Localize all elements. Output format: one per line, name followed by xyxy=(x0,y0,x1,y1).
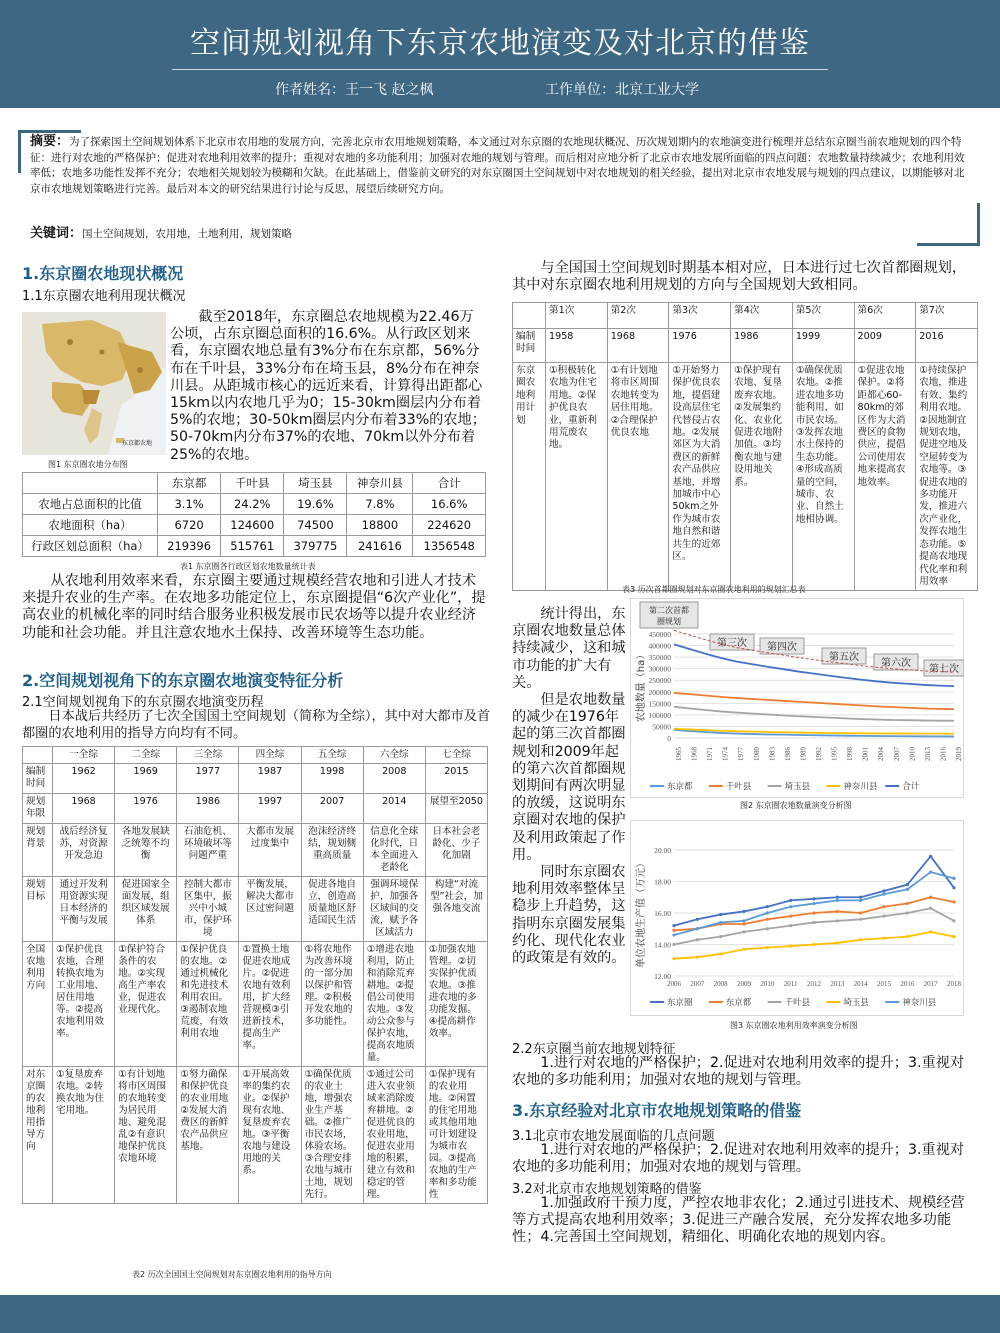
table-row xyxy=(23,536,486,557)
y-tick-label: 450000 xyxy=(648,630,671,639)
table-cell: 强调环境保护，加强各区域间的交流，赋予各区域活力 xyxy=(363,877,425,942)
chart-farmland-efficiency xyxy=(630,820,964,1016)
table-cell: ①保护现有的农业用地。②闲置的住宅用地或其他用地可计划建设为城市农园。③提高农地的生产率和多功能性 xyxy=(425,1067,487,1204)
y-tick-label: 16.00 xyxy=(654,909,671,918)
table-cell: 7.8% xyxy=(347,494,413,515)
x-tick-label: 1977 xyxy=(737,747,746,761)
table-cell: 1999 xyxy=(792,329,854,363)
keywords-label: 关键词： xyxy=(30,226,83,241)
table-cell: 信息化全球化时代，日本全面进入老龄化 xyxy=(363,824,425,877)
table-row xyxy=(513,303,978,329)
data-point xyxy=(789,905,792,908)
y-tick-label: 200000 xyxy=(648,687,671,697)
data-point xyxy=(812,902,815,905)
table-row xyxy=(23,942,488,1067)
table-header: 第2次 xyxy=(607,303,669,329)
data-point xyxy=(696,927,699,930)
table-row xyxy=(23,1067,488,1204)
x-tick-label: 1980 xyxy=(752,747,761,761)
table-cell: ①加强农地管理。②切实保护优质农地。③推进农地的多功能发掘。④提高耕作效率。 xyxy=(425,942,487,1067)
table-cell: 大都市发展过度集中 xyxy=(239,824,301,877)
table-header: 七全综 xyxy=(425,747,487,764)
table-header: 第1次 xyxy=(546,303,608,329)
map-legend: 东京都农地 xyxy=(122,440,153,447)
table-header: 千叶县 xyxy=(221,473,284,494)
subsection-3-1: 3.1北京市农地发展面临的几点问题 xyxy=(512,1129,715,1144)
table-header: 埼玉县 xyxy=(284,473,347,494)
data-point xyxy=(742,922,745,925)
table-cell: ①开展高效率的集约农业。②保护现有农地、复垦废弃农地。③平衡农地与建设用地的关系。 xyxy=(239,1067,301,1204)
subsection-2-2: 2.2东京圈当前农地规划特征 xyxy=(512,1042,676,1057)
x-tick-label: 2013 xyxy=(923,747,932,761)
x-tick-label: 1965 xyxy=(675,747,683,761)
table-row-label: 规划年限 xyxy=(23,794,53,824)
table-2 xyxy=(22,746,488,1204)
table-cell: 1977 xyxy=(177,764,239,794)
x-tick-label: 2016 xyxy=(939,747,948,761)
table-header: 合计 xyxy=(413,473,486,494)
right-paragraph-2a: 统计得出，东京圈农地数量总体持续减少，这和城市功能的扩大有关。 xyxy=(512,606,626,691)
table-1 xyxy=(22,472,486,557)
table-cell: 农地面积（ha） xyxy=(23,515,158,536)
figure-1-caption: 图1 东京圈农地分布图 xyxy=(48,460,128,469)
table-cell: ①有计划地将市区周围农地转变为居住用地。②合理保护优良农地 xyxy=(607,363,669,591)
table-cell: 1968 xyxy=(53,794,115,824)
data-point xyxy=(952,935,955,938)
table-cell: 219396 xyxy=(158,536,221,557)
x-tick-label: 2013 xyxy=(830,980,845,988)
data-point xyxy=(906,935,909,938)
frame-corner-right xyxy=(917,203,980,246)
table-cell: 泡沫经济终结，规划侧重高质量 xyxy=(301,824,363,877)
x-tick-label: 2010 xyxy=(908,747,917,761)
table-cell: 促进国家全面发展，组织区域发展体系 xyxy=(115,877,177,942)
data-point xyxy=(719,913,722,916)
legend-label: 神奈川县 xyxy=(902,998,937,1008)
x-tick-label: 2007 xyxy=(690,980,705,988)
table-row xyxy=(23,747,488,764)
x-tick-label: 2017 xyxy=(923,980,938,988)
chart-2-svg xyxy=(630,820,964,1016)
table-row xyxy=(23,473,486,494)
data-point xyxy=(952,900,955,903)
data-point xyxy=(836,910,839,913)
table-cell: 6720 xyxy=(158,515,221,536)
abstract xyxy=(30,134,970,197)
table-cell: 石油危机、环境破坏等问题严重 xyxy=(177,824,239,877)
data-point xyxy=(719,935,722,938)
data-point xyxy=(859,899,862,902)
x-tick-label: 2012 xyxy=(807,980,821,988)
data-point xyxy=(906,902,909,905)
table-header: 六全综 xyxy=(363,747,425,764)
x-tick-label: 2011 xyxy=(783,980,798,988)
data-point xyxy=(812,897,815,900)
data-point xyxy=(906,911,909,914)
data-point xyxy=(719,921,722,924)
x-tick-label: 2015 xyxy=(877,980,891,988)
y-tick-label: 250000 xyxy=(648,676,671,686)
table-cell: 行政区划总面积（ha） xyxy=(23,536,158,557)
data-point xyxy=(742,930,745,933)
subsection-2-1: 2.1空间规划视角下的东京圈农地演变历程 xyxy=(22,695,264,710)
table-header: 五全综 xyxy=(301,747,363,764)
x-tick-label: 2001 xyxy=(861,747,870,761)
table-cell: 1969 xyxy=(115,764,177,794)
table-cell: ①通过公司进入农业领域来消除废弃耕地。②促进优良的农业用地，促进农业用地的积累，建立有效和稳定的管理。 xyxy=(363,1067,425,1204)
y-axis-label: 农地数量（ha） xyxy=(636,649,647,723)
right-paragraph-2c: 同时东京圈农地利用效率整体呈稳步上升趋势，这指明东京圈发展集约化、现代化农业的政策是有效的。 xyxy=(512,864,626,967)
table-cell: ①将农地作为改善环境的一部分加以保护和管理。②积极开发农地的多功能性。 xyxy=(301,942,363,1067)
data-point xyxy=(859,896,862,899)
data-point xyxy=(836,899,839,902)
x-tick-label: 2010 xyxy=(760,980,775,988)
table-cell: 16.6% xyxy=(413,494,486,515)
data-point xyxy=(766,905,769,908)
data-point xyxy=(836,941,839,944)
data-point xyxy=(812,921,815,924)
x-tick-label: 1998 xyxy=(846,747,855,761)
table-row xyxy=(513,329,978,363)
y-tick-label: 20.00 xyxy=(654,846,671,855)
right-paragraph-2b: 但是农地数量的减少在1976年起的第三次首都圈规划和2009年起的第六次首都圈规划期间有两次明显的放缓，这说明东京圈对农地的保护及利用政策起了作用。 xyxy=(512,692,626,863)
table-cell: 1958 xyxy=(546,329,608,363)
data-point xyxy=(859,918,862,921)
legend-label: 千叶县 xyxy=(784,998,811,1008)
table-row xyxy=(23,494,486,515)
data-point xyxy=(696,938,699,941)
x-tick-label: 1983 xyxy=(768,747,777,761)
data-point xyxy=(882,893,885,896)
table-row-label: 规划背景 xyxy=(23,824,53,877)
table-cell: 通过开发利用资源实现日本经济的平衡与发展 xyxy=(53,877,115,942)
legend-label: 合计 xyxy=(902,782,920,792)
data-point xyxy=(836,896,839,899)
table-cell: 379775 xyxy=(284,536,347,557)
data-point xyxy=(789,915,792,918)
data-point xyxy=(789,944,792,947)
x-tick-label: 1986 xyxy=(783,747,792,761)
table-cell: 各地发展缺乏统筹不均衡 xyxy=(115,824,177,877)
data-point xyxy=(766,918,769,921)
annotation-label-line2: 圈规划 xyxy=(657,617,681,626)
table-row xyxy=(23,515,486,536)
table-cell: 3.1% xyxy=(158,494,221,515)
table-cell: ①保护优良的农地。②通过机械化和先进技术利用农田。③遏制农地荒废，有效利用农地 xyxy=(177,942,239,1067)
organization: 工作单位：北京工业大学 xyxy=(545,82,699,98)
annotation-label: 第三次 xyxy=(717,638,747,649)
table-cell: 2016 xyxy=(916,329,978,363)
data-point xyxy=(929,907,932,910)
abstract-label: 摘要： xyxy=(30,134,70,149)
table-row xyxy=(23,877,488,942)
x-tick-label: 1968 xyxy=(690,747,699,761)
x-tick-label: 2014 xyxy=(853,980,868,988)
data-point xyxy=(766,911,769,914)
legend-label: 东京圈 xyxy=(667,998,693,1008)
table-cell: 1987 xyxy=(239,764,301,794)
table-row xyxy=(23,794,488,824)
x-tick-label: 1971 xyxy=(706,747,715,761)
y-tick-label: 400000 xyxy=(648,641,671,651)
poster-title: 空间规划视角下东京农地演变及对北京的借鉴 xyxy=(190,26,810,61)
legend-label: 埼玉县 xyxy=(784,782,811,792)
y-tick-label: 12.00 xyxy=(654,972,671,981)
y-tick-label: 100000 xyxy=(648,710,671,720)
data-point xyxy=(929,870,932,873)
header-banner xyxy=(0,0,1000,108)
data-point xyxy=(906,888,909,891)
right-paragraph-1: 与全国国土空间规划时期基本相对应，日本进行过七次首都圈规划，其中对东京圈农地利用规划的方向与全国规划大致相同。 xyxy=(512,260,967,294)
y-tick-label: 14.00 xyxy=(654,940,671,950)
table-header: 第5次 xyxy=(792,303,854,329)
table-cell: 515761 xyxy=(221,536,284,557)
data-point xyxy=(742,948,745,951)
table-cell: 241616 xyxy=(347,536,413,557)
table-cell: ①复垦废弃农地。②转换农地为住宅用地。 xyxy=(53,1067,115,1204)
data-point xyxy=(929,855,932,858)
annotation-label: 第四次 xyxy=(767,642,797,653)
data-point xyxy=(719,952,722,955)
keywords-text: 国土空间规划，农用地，土地利用，规划策略 xyxy=(82,228,293,240)
x-tick-label: 2008 xyxy=(713,980,728,988)
data-point xyxy=(882,915,885,918)
section-1-paragraph-1: 截至2018年，东京圈总农地规模为22.46万公顷，占东京圈总面积的16.6%。从行政区划来看，东京圈农地总量有3%分布在东京都，56%分布在千叶县，33%分布在埼玉县，8%分布在神奈川县。从距城市核心的远近来看，计算得出距都心15km以内农地几乎为0；15-30km圈层内分布着5%的农地；30-50km圈层内分布着33%的农地；50-70km内分布37%的农地、70km以外分布着25%的农地。 xyxy=(170,309,486,463)
table-3-caption: 表3 历次首都圈规划对东京圈农地利用的规划汇总表 xyxy=(622,585,806,594)
tokyo-farmland-map xyxy=(22,312,166,455)
table-cell: 控制大都市区集中，振兴中小城市，保护环境 xyxy=(177,877,239,942)
data-point xyxy=(789,899,792,902)
table-cell: ①保护现有农地、复垦废弃农地。②发展集约化、农业化促进农地附加值。③均衡农地与建设用地关系。 xyxy=(731,363,793,591)
legend-label: 埼玉县 xyxy=(843,998,869,1008)
table-cell: 1998 xyxy=(301,764,363,794)
annotation-label: 第六次 xyxy=(881,658,911,669)
table-cell: ①置换土地促进农地成片。②促进农地有效利用，扩大经营规模③引进新技术，提高生产率。 xyxy=(239,942,301,1067)
table-header: 第4次 xyxy=(731,303,793,329)
authors: 作者姓名：王一飞 赵之枫 xyxy=(275,82,434,98)
table-cell: ①积极转化农地为住宅用地。②保护优良农业，重新利用荒废农地。 xyxy=(546,363,608,591)
y-tick-label: 0 xyxy=(667,734,671,743)
table-header: 一全综 xyxy=(53,747,115,764)
table-2-caption: 表2 历次全国国土空间规划对东京圈农地利用的指导方向 xyxy=(132,1270,332,1279)
table-cell: 224620 xyxy=(413,515,486,536)
annotation-label: 第五次 xyxy=(829,652,859,663)
data-point xyxy=(742,910,745,913)
table-cell: 1356548 xyxy=(413,536,486,557)
table-1-caption: 表1 东京圈各行政区划农地数量统计表 xyxy=(180,562,316,571)
x-tick-label: 2018 xyxy=(947,980,961,988)
y-tick-label: 18.00 xyxy=(654,877,671,887)
section-1-title: 1.东京圈农地现状概况 xyxy=(22,264,184,283)
table-cell: 构建“对流型”社会，加强各地交流 xyxy=(425,877,487,942)
data-point xyxy=(766,927,769,930)
table-row xyxy=(23,824,488,877)
right-paragraph-3: 1.进行对农地的严格保护；2.促进对农地利用效率的提升；3.重视对农地的多功能利用；加强对农地的规划与管理。 xyxy=(512,1055,965,1089)
table-cell: 战后经济复苏，对资源开发急迫 xyxy=(53,824,115,877)
data-point xyxy=(672,957,675,960)
table-cell: 124600 xyxy=(221,515,284,536)
table-cell: ①增进农地利用，防止和消除荒弃耕地。②提倡公司使用农地。③发动公众参与保护农地，提高农地质量。 xyxy=(363,942,425,1067)
data-point xyxy=(672,924,675,927)
data-point xyxy=(906,883,909,886)
table-cell: 2014 xyxy=(363,794,425,824)
data-point xyxy=(696,956,699,959)
y-tick-label: 300000 xyxy=(648,664,671,674)
table-header: 第7次 xyxy=(916,303,978,329)
subsection-3-2: 3.2对北京市农地规划策略的借鉴 xyxy=(512,1182,702,1197)
table-cell: 1976 xyxy=(115,794,177,824)
table-cell: 展望至2050 xyxy=(425,794,487,824)
annotation-label: 第二次首都 xyxy=(649,606,689,615)
table-cell: 2015 xyxy=(425,764,487,794)
data-point xyxy=(882,889,885,892)
data-point xyxy=(952,919,955,922)
table-cell xyxy=(23,747,53,764)
table-cell xyxy=(513,303,546,329)
data-point xyxy=(836,919,839,922)
y-axis-label: 单位农地生产值（万元） xyxy=(636,858,647,968)
legend-label: 东京都 xyxy=(725,998,752,1008)
section-3-title: 3.东京经验对北京市农地规划策略的借鉴 xyxy=(512,1101,802,1120)
x-tick-label: 1992 xyxy=(815,747,823,761)
data-point xyxy=(859,938,862,941)
table-cell: 2009 xyxy=(854,329,916,363)
table-header: 神奈川县 xyxy=(347,473,413,494)
table-cell: 24.2% xyxy=(221,494,284,515)
table-header: 东京都 xyxy=(158,473,221,494)
table-row-label: 全国农地利用方向 xyxy=(23,942,53,1067)
data-point xyxy=(952,877,955,880)
data-point xyxy=(882,905,885,908)
legend-label: 千叶县 xyxy=(725,782,752,792)
table-cell: 1986 xyxy=(731,329,793,363)
x-tick-label: 1974 xyxy=(721,747,730,761)
figure-2-caption: 图2 东京圈农地数量演变分析图 xyxy=(740,801,852,810)
x-tick-label: 2016 xyxy=(900,980,915,988)
table-header: 第6次 xyxy=(854,303,916,329)
keywords xyxy=(30,222,292,241)
table-header: 四全综 xyxy=(239,747,301,764)
data-point xyxy=(672,943,675,946)
table-cell: 19.6% xyxy=(284,494,347,515)
x-tick-label: 2004 xyxy=(877,747,886,761)
data-point xyxy=(812,943,815,946)
table-row xyxy=(23,764,488,794)
table-cell: 日本社会老龄化、少子化加剧 xyxy=(425,824,487,877)
abstract-box xyxy=(18,122,980,244)
footer-banner xyxy=(0,1295,1000,1333)
figure-3-caption: 图3 东京圈农地利用效率演变分析图 xyxy=(730,1021,858,1030)
legend-label: 东京都 xyxy=(667,782,693,792)
data-point xyxy=(672,933,675,936)
table-cell: ①保护符合条件的农地。②实现高生产率农业，促进农业现代化。 xyxy=(115,942,177,1067)
section-2-paragraph-1: 日本战后共经历了七次全国国土空间规划（简称为全综），其中对大都市及首都圈的农地利用的指导方向均有不同。 xyxy=(22,709,491,742)
data-point xyxy=(742,919,745,922)
right-paragraph-4: 1.进行对农地的严格保护；2.促进对农地利用效率的提升；3.重视对农地的多功能利用；加强对农地的规划与管理。 xyxy=(512,1142,965,1176)
table-cell: 74500 xyxy=(284,515,347,536)
data-point xyxy=(929,930,932,933)
table-cell: 农地占总面积的比值 xyxy=(23,494,158,515)
right-paragraph-2 xyxy=(512,606,628,967)
table-cell: 1976 xyxy=(669,329,731,363)
data-point xyxy=(952,886,955,889)
table-cell: 平衡发展，解决大都市区过密问题 xyxy=(239,877,301,942)
x-tick-label: 1989 xyxy=(799,747,808,761)
data-point xyxy=(696,918,699,921)
annotation-label: 第七次 xyxy=(929,664,959,675)
table-row-label: 编制时间 xyxy=(513,329,546,363)
table-cell: 2008 xyxy=(363,764,425,794)
table-cell: ①确保优质的农业土地，增强农业生产基础。②推广市民农场，体验农场。③合理安排农地与城市土地，规划先行。 xyxy=(301,1067,363,1204)
right-paragraph-5: 1.加强政府干预力度，严控农地非农化；2.通过引进技术、规模经营等方式提高农地利用效率；3.促进三产融合发展，充分发挥农地多功能性；4.完善国土空间规划，精细化、明确化农地的规划内容。 xyxy=(512,1195,965,1246)
table-cell: 1997 xyxy=(239,794,301,824)
x-tick-label: 1995 xyxy=(830,747,839,761)
chart-1-svg xyxy=(630,598,964,798)
table-row-label: 规划目标 xyxy=(23,877,53,942)
table-header: 第3次 xyxy=(669,303,731,329)
y-tick-label: 150000 xyxy=(648,699,671,709)
x-tick-label: 2006 xyxy=(667,980,681,988)
table-cell: 18800 xyxy=(347,515,413,536)
table-row xyxy=(513,363,978,591)
table-cell: 促进各地自立，创造高质量地区舒适国民生活 xyxy=(301,877,363,942)
table-cell: ①确保优质农地。②推进农地多功能利用，如市民农场。③发挥农地水土保持的生态功能。④形成高质量的空间，城市、农业、自然土地相协调。 xyxy=(792,363,854,591)
data-point xyxy=(672,929,675,932)
data-point xyxy=(859,911,862,914)
table-cell: ①开始努力保护优良农地，提倡建设高层住宅代替侵占农地。②发展郊区为大消费区的新鲜农产品供应基地，并增加城市中心50km之外作为城市农地自然和谐共生的近郊区。 xyxy=(669,363,731,591)
table-cell: 1986 xyxy=(177,794,239,824)
data-point xyxy=(929,896,932,899)
table-row-label: 东京圈农地利用计划 xyxy=(513,363,546,591)
table-header: 三全综 xyxy=(177,747,239,764)
map-graphic xyxy=(22,312,166,455)
table-cell: ①有计划地将市区周围的农地转变为居民用地、避免混乱②有意识地保护优良农地环境 xyxy=(115,1067,177,1204)
chart-farmland-quantity xyxy=(630,598,964,798)
section-1-paragraph-2: 从农地利用效率来看，东京圈主要通过规模经营农地和引进人才技术来提升农业的生产率。在农地多功能定位上，东京圈提倡“6次产业化”，提高农业的机械化率的同时结合服务业积极发展市民农场等以提升农业经济功能和社会功能。并且注意农地水土保持、改善环境等生态功能。 xyxy=(22,573,486,641)
x-tick-label: 2019 xyxy=(955,747,963,761)
subsection-1-1: 1.1东京圈农地利用现状概况 xyxy=(22,289,186,304)
table-row-label: 编制时间 xyxy=(23,764,53,794)
table-cell: ①努力确保和保护优良的农业用地②发展大消费区的新鲜农产品供应基地。 xyxy=(177,1067,239,1204)
table-3 xyxy=(512,302,978,591)
table-cell: 2007 xyxy=(301,794,363,824)
y-tick-label: 50000 xyxy=(652,722,671,732)
data-point xyxy=(789,924,792,927)
data-point xyxy=(882,937,885,940)
legend-label: 神奈川县 xyxy=(843,782,878,792)
table-cell: ①促进农地保护。②将距都心60-80km的郊区作为大消费区的食物供应，提倡公司使用农地来提高农地效率。 xyxy=(854,363,916,591)
data-point xyxy=(766,946,769,949)
table-header: 二全综 xyxy=(115,747,177,764)
data-point xyxy=(812,911,815,914)
x-tick-label: 2007 xyxy=(892,747,901,761)
header-divider xyxy=(172,69,828,70)
abstract-text: 为了探索国土空间规划体系下北京市农用地的发展方向，完善北京市农用地规划策略，本文通过对东京圈的农地现状概况、历次规划期内的农地演变进行梳理并总结东京圈当前农地规划的四个特征：进行对农地的严格保护；促进对农地利用效率的提升；重视对农地的多功能利用；加强对农地的规划与管理。而后相对应地分析了北京市农地发展所面临的四点问题：农地数量持续减少；农地利用效率低；农地多功能性发挥不充分；农地相关规划较为模糊和欠缺。在此基础上，借鉴前文研究的对东京圈国土空间规划中对农地规划的相关经验，提出对北京市农地发展与规划的四点建议，以期能够对北京市农地规划策略进行完善。最后对本文的研究结果进行讨论与反思，展望后续研究方向。 xyxy=(30,136,965,195)
section-2-title: 2.空间规划视角下的东京圈农地演变特征分析 xyxy=(22,671,344,690)
table-cell xyxy=(23,473,158,494)
table-cell: ①保护优良农地，合理转换农地为工业用地、居住用地等。②提高农地利用效率。 xyxy=(53,942,115,1067)
table-row-label: 对东京圈的农地利用指导方向 xyxy=(23,1067,53,1204)
y-tick-label: 350000 xyxy=(648,653,671,663)
table-cell: ①持续保护农地，推进有效、集约利用农地。②因地制宜规划农地，促进空地及空屋转变为农地等。③促进农地的多功能开发，推进六次产业化，发挥农地生态功能。⑤提高农地现代化率和利用效率 xyxy=(916,363,978,591)
table-cell: 1968 xyxy=(607,329,669,363)
table-cell: 1962 xyxy=(53,764,115,794)
x-tick-label: 2009 xyxy=(737,980,751,988)
